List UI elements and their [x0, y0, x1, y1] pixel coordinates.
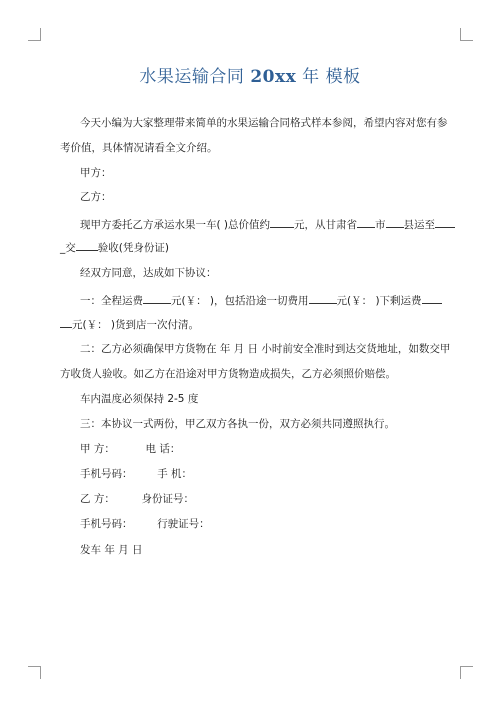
clause1-text-d: 元(￥： )货到店一次付清。: [72, 319, 200, 331]
clause-2-line-2: 方收货人验收。如乙方在沿途对甲方货物造成损失，乙方必须照价赔偿。: [60, 368, 396, 380]
commission-text-f: 验收(凭身份证): [97, 242, 169, 254]
blank-remaining-freight-cont: [60, 316, 72, 328]
commission-text-c: 市: [375, 219, 386, 231]
clause-2-line-1: 二：乙方必须确保甲方货物在 年 月 日 小时前安全准时到达交货地址，如数交甲: [80, 343, 451, 355]
sign-mobile-1: 手机号码：: [80, 468, 133, 480]
clause-1-line-2: [60, 316, 440, 332]
commission-line-1: [80, 216, 460, 232]
commission-text-e: _交: [60, 242, 76, 254]
blank-road-fees: [309, 292, 337, 304]
blank-city: [386, 216, 404, 228]
sign-party-a: 甲 方：: [80, 443, 115, 455]
temperature-note: 车内温度必须保持 2-5 度: [80, 393, 199, 405]
intro-line-1: 今天小编为大家整理带来简单的水果运输合同格式样本参阅，希望内容对您有参: [80, 117, 448, 129]
commission-text-d: 县运至: [403, 219, 436, 231]
sign-mobile-3: 手机号码：: [80, 518, 133, 530]
commission-text-b: 元，从甘肃省: [294, 219, 358, 231]
clause1-text-c: 元(￥： )下剩运费: [336, 295, 422, 307]
crop-mark-top-right: [460, 28, 473, 41]
clause1-text-a: 一：全程运费: [80, 295, 143, 307]
title-text: 水果运输合同: [139, 67, 245, 87]
sign-row-3: [80, 492, 460, 506]
blank-destination: [435, 216, 455, 228]
sign-row-4: [80, 517, 460, 531]
sign-phone: 电 话：: [145, 443, 181, 455]
clause1-text-b: 元(￥： )，包括沿途一切费用: [171, 295, 309, 307]
sign-mobile-2: 手 机：: [157, 468, 193, 480]
blank-deliver-to: [76, 239, 98, 251]
crop-mark-bottom-right: [460, 666, 473, 679]
crop-mark-top-left: [28, 28, 41, 41]
blank-total-value: [270, 216, 294, 228]
agreement-intro: 经双方同意，达成如下协议：: [80, 267, 217, 279]
party-a-label: 甲方：: [80, 167, 112, 179]
commission-text-a: 现甲方委托乙方承运水果一车( )总价值约: [80, 219, 271, 231]
sign-license: 行驶证号：: [157, 518, 210, 530]
sign-id-card: 身份证号：: [141, 493, 195, 505]
document-title: [0, 62, 500, 87]
sign-party-b: 乙 方：: [80, 493, 115, 505]
clause-1-line-1: [80, 292, 460, 308]
blank-province: [357, 216, 375, 228]
blank-remaining-freight: [422, 292, 442, 304]
sign-row-2: [80, 467, 460, 481]
commission-line-2: [60, 239, 440, 255]
clause-3: 三：本协议一式两份，甲乙双方各执一份，双方必须共同遵照执行。: [80, 418, 395, 430]
sign-row-1: [80, 442, 460, 456]
intro-line-2: 考价值，具体情况请看全文介绍。: [60, 142, 218, 154]
title-suffix: 年 模板: [302, 67, 361, 87]
departure-date: 发车 年 月 日: [80, 544, 143, 556]
crop-mark-bottom-left: [28, 666, 41, 679]
blank-total-freight: [143, 292, 171, 304]
title-year: 20xx: [250, 67, 297, 87]
party-b-label: 乙方：: [80, 191, 112, 203]
